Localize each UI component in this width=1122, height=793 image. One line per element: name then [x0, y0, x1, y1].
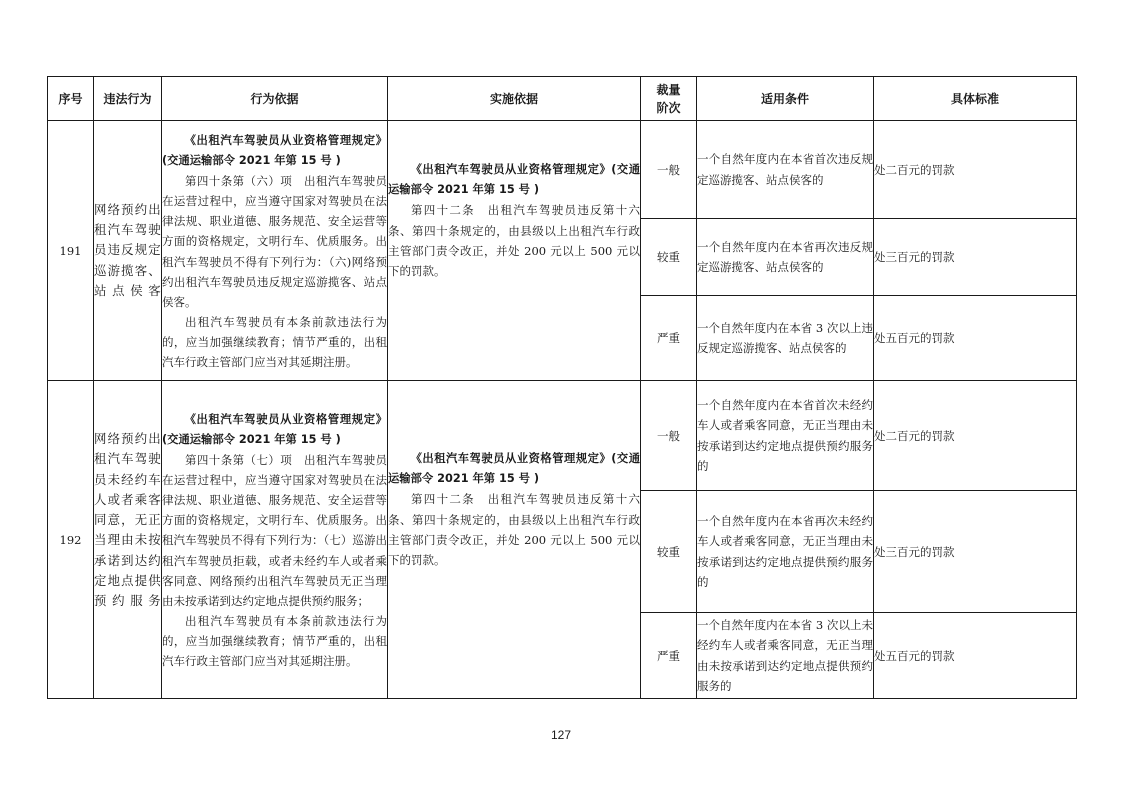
page-number: 127 [550, 728, 572, 742]
header-act-basis: 行为依据 [162, 77, 388, 121]
impl-basis-cell [388, 121, 641, 381]
act-basis-title: 《出租汽车驾驶员从业资格管理规定》(交通运输部令 2021 年第 15 号 ) [162, 412, 387, 446]
act-basis-title: 《出租汽车驾驶员从业资格管理规定》(交通运输部令 2021 年第 15 号 ) [162, 133, 387, 168]
standard-text: 处二百元的罚款 [874, 121, 1077, 219]
header-standard: 具体标准 [874, 77, 1077, 121]
row-serial: 191 [48, 121, 94, 381]
condition-text: 一个自然年度内在本省再次违反规定巡游揽客、站点侯客的 [697, 219, 874, 296]
condition-text: 一个自然年度内在本省首次未经约车人或者乘客同意，无正当理由未按承诺到达约定地点提供预约服务的 [697, 381, 874, 491]
header-row [48, 77, 1077, 121]
condition-text: 一个自然年度内在本省再次未经约车人或者乘客同意，无正当理由未按承诺到达约定地点提供预约服务的 [697, 491, 874, 613]
discretion-level: 严重 [641, 613, 697, 699]
header-violation: 违法行为 [94, 77, 162, 121]
header-condition: 适用条件 [697, 77, 874, 121]
impl-basis-title: 《出租汽车驾驶员从业资格管理规定》(交通运输部令 2021 年第 15 号 ) [388, 163, 640, 197]
act-basis-paragraph: 第四十条第（七）项 出租汽车驾驶员在运营过程中，应当遵守国家对驾驶员在法律法规、职业道德、服务规范、安全运营等方面的资格规定，文明行车、优质服务。出租汽车驾驶员不得有下列行为：（七）巡游出租汽车驾驶员拒载，或者未经约车人或者乘客同意、网络预约出租汽车驾驶员无正当理由未按承诺到达约定地点提供预约服务； [162, 453, 387, 608]
discretion-level: 较重 [641, 219, 697, 296]
standard-text: 处五百元的罚款 [874, 296, 1077, 381]
condition-text: 一个自然年度内在本省 3 次以上未经约车人或者乘客同意，无正当理由未按承诺到达约定地点提供预约服务的 [697, 613, 874, 699]
standard-text: 处三百元的罚款 [874, 491, 1077, 613]
header-serial: 序号 [48, 77, 94, 121]
discretion-level: 严重 [641, 296, 697, 381]
discretion-level: 一般 [641, 121, 697, 219]
header-impl-basis: 实施依据 [388, 77, 641, 121]
act-basis-cell [162, 121, 388, 381]
table-row [48, 381, 1077, 491]
violation-text: 网络预约出租汽车驾驶员未经约车人或者乘客同意，无正当理由未按承诺到达约定地点提供预约服务 [94, 381, 162, 699]
act-basis-paragraph: 出租汽车驾驶员有本条前款违法行为的，应当加强继续教育；情节严重的，出租汽车行政主管部门应当对其延期注册。 [162, 613, 387, 669]
act-basis-paragraph: 第四十条第（六）项 出租汽车驾驶员在运营过程中，应当遵守国家对驾驶员在法律法规、职业道德、服务规范、安全运营等方面的资格规定，文明行车、优质服务。出租汽车驾驶员不得有下列行为：（六)网络预约出租汽车驾驶员违反规定巡游揽客、站点侯客。 [162, 174, 387, 309]
header-discretion-level: 裁量 阶次 [641, 77, 697, 121]
discretion-level: 较重 [641, 491, 697, 613]
impl-basis-title: 《出租汽车驾驶员从业资格管理规定》(交通运输部令 2021 年第 15 号 ) [388, 452, 640, 486]
standard-text: 处二百元的罚款 [874, 381, 1077, 491]
discretion-standard-table [47, 76, 1077, 699]
discretion-level: 一般 [641, 381, 697, 491]
act-basis-paragraph: 出租汽车驾驶员有本条前款违法行为的，应当加强继续教育；情节严重的，出租汽车行政主管部门应当对其延期注册。 [162, 314, 387, 369]
table-row [48, 121, 1077, 219]
impl-basis-paragraph: 第四十二条 出租汽车驾驶员违反第十六条、第四十条规定的，由县级以上出租汽车行政主管部门责令改正，并处 200 元以上 500 元以下的罚款。 [388, 492, 640, 567]
standard-text: 处三百元的罚款 [874, 219, 1077, 296]
impl-basis-paragraph: 第四十二条 出租汽车驾驶员违反第十六条、第四十条规定的，由县级以上出租汽车行政主管部门责令改正，并处 200 元以上 500 元以下的罚款。 [388, 203, 640, 278]
impl-basis-cell [388, 381, 641, 699]
row-serial: 192 [48, 381, 94, 699]
violation-text: 网络预约出租汽车驾驶员违反规定巡游揽客、站点侯客 [94, 121, 162, 381]
standard-text: 处五百元的罚款 [874, 613, 1077, 699]
act-basis-cell [162, 381, 388, 699]
condition-text: 一个自然年度内在本省首次违反规定巡游揽客、站点侯客的 [697, 121, 874, 219]
condition-text: 一个自然年度内在本省 3 次以上违反规定巡游揽客、站点侯客的 [697, 296, 874, 381]
